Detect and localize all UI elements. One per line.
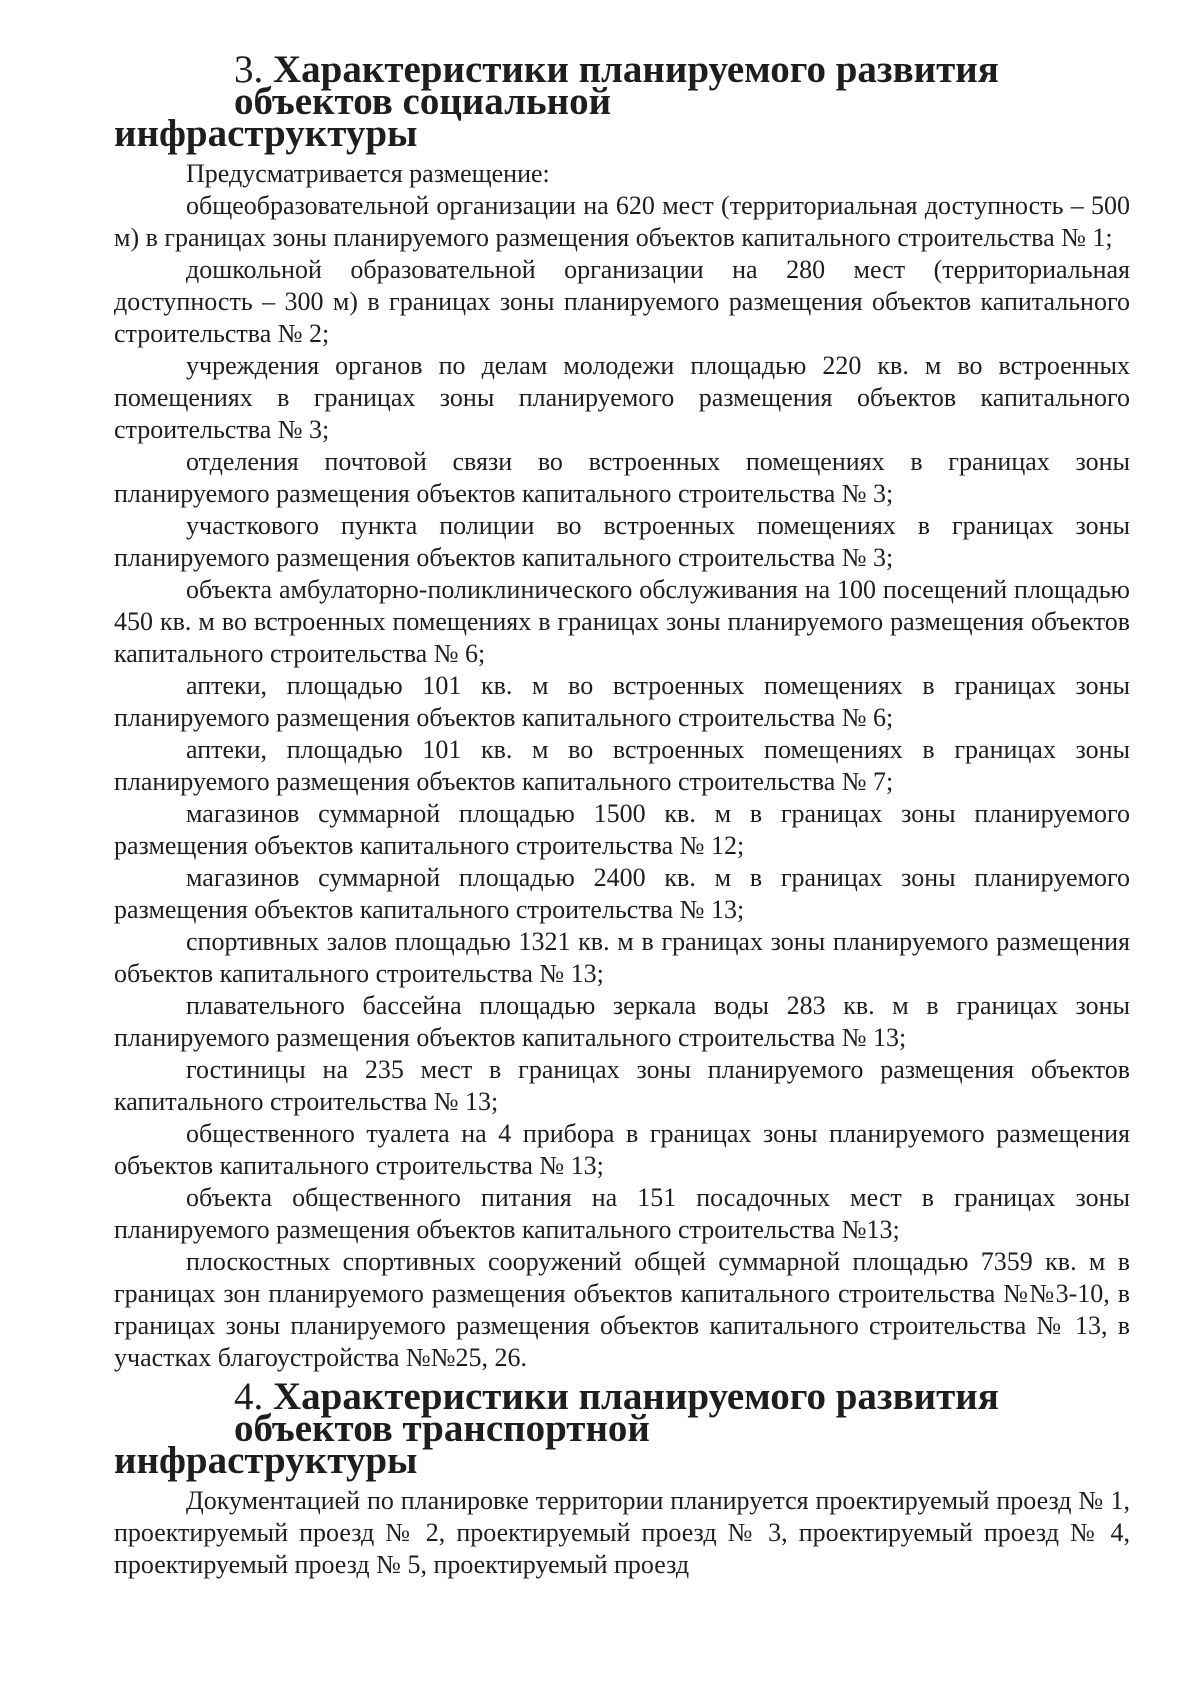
section-number: 3. bbox=[234, 48, 264, 91]
list-item: дошкольной образовательной организации на 280 мест (территориальная доступность – 300 м) в границах зоны планируемого размещения объектов капитального строительства № 2; bbox=[114, 255, 1130, 348]
list-item: аптеки, площадью 101 кв. м во встроенных помещениях в границах зоны планируемого размещения объектов капитального строительства № 6; bbox=[114, 671, 1130, 732]
list-item: магазинов суммарной площадью 1500 кв. м в границах зоны планируемого размещения объектов капитального строительства № 12; bbox=[114, 799, 1130, 860]
list-item: магазинов суммарной площадью 2400 кв. м в границах зоны планируемого размещения объектов капитального строительства № 13; bbox=[114, 863, 1130, 924]
section-title: Характеристики планируемого развития объектов социальной bbox=[234, 48, 999, 123]
body-paragraph: Документацией по планировке территории планируется проектируемый проезд № 1, проектируемый проезд № 2, проектируемый проезд № 3, проектируемый проезд № 4, проектируемый проезд № 5, проектируемый проезд bbox=[114, 1486, 1130, 1579]
section-heading-line1 bbox=[114, 48, 1130, 123]
list-item: гостиницы на 235 мест в границах зоны планируемого размещения объектов капитального строительства № 13; bbox=[114, 1055, 1130, 1116]
list-item: спортивных залов площадью 1321 кв. м в границах зоны планируемого размещения объектов капитального строительства № 13; bbox=[114, 927, 1130, 988]
section-social-infrastructure bbox=[114, 48, 1130, 1374]
section-heading-line1 bbox=[114, 1375, 1130, 1450]
section-transport-infrastructure bbox=[114, 1375, 1130, 1581]
list-item: плоскостных спортивных сооружений общей суммарной площадью 7359 кв. м в границах зон планируемого размещения объектов капитального строительства №№3-10, в границах зоны планируемого размещения объектов капитального строительства № 13, в участках благоустройства №№25, 26. bbox=[114, 1247, 1130, 1372]
section-heading bbox=[114, 48, 1130, 155]
list-item: общеобразовательной организации на 620 мест (территориальная доступность – 500 м) в границах зоны планируемого размещения объектов капитального строительства № 1; bbox=[114, 191, 1130, 252]
section-title-continued: инфраструктуры bbox=[114, 112, 418, 155]
list-item: отделения почтовой связи во встроенных помещениях в границах зоны планируемого размещения объектов капитального строительства № 3; bbox=[114, 447, 1130, 508]
section-title-continued: инфраструктуры bbox=[114, 1439, 418, 1482]
section-number: 4. bbox=[234, 1375, 264, 1418]
list-item: плавательного бассейна площадью зеркала воды 283 кв. м в границах зоны планируемого размещения объектов капитального строительства № 13; bbox=[114, 991, 1130, 1052]
list-item: объекта амбулаторно-поликлинического обслуживания на 100 посещений площадью 450 кв. м во встроенных помещениях в границах зоны планируемого размещения объектов капитального строительства № 6; bbox=[114, 575, 1130, 668]
intro-paragraph: Предусматривается размещение: bbox=[186, 159, 550, 188]
section-title: Характеристики планируемого развития объектов транспортной bbox=[234, 1375, 999, 1450]
list-item: учреждения органов по делам молодежи площадью 220 кв. м во встроенных помещениях в границах зоны планируемого размещения объектов капитального строительства № 3; bbox=[114, 351, 1130, 444]
list-item: аптеки, площадью 101 кв. м во встроенных помещениях в границах зоны планируемого размещения объектов капитального строительства № 7; bbox=[114, 735, 1130, 796]
list-item: общественного туалета на 4 прибора в границах зоны планируемого размещения объектов капитального строительства № 13; bbox=[114, 1119, 1130, 1180]
section-heading bbox=[114, 1375, 1130, 1482]
list-item: объекта общественного питания на 151 посадочных мест в границах зоны планируемого размещения объектов капитального строительства №13; bbox=[114, 1183, 1130, 1244]
list-item: участкового пункта полиции во встроенных помещениях в границах зоны планируемого размещения объектов капитального строительства № 3; bbox=[114, 511, 1130, 572]
section-heading-line2 bbox=[114, 112, 1130, 155]
